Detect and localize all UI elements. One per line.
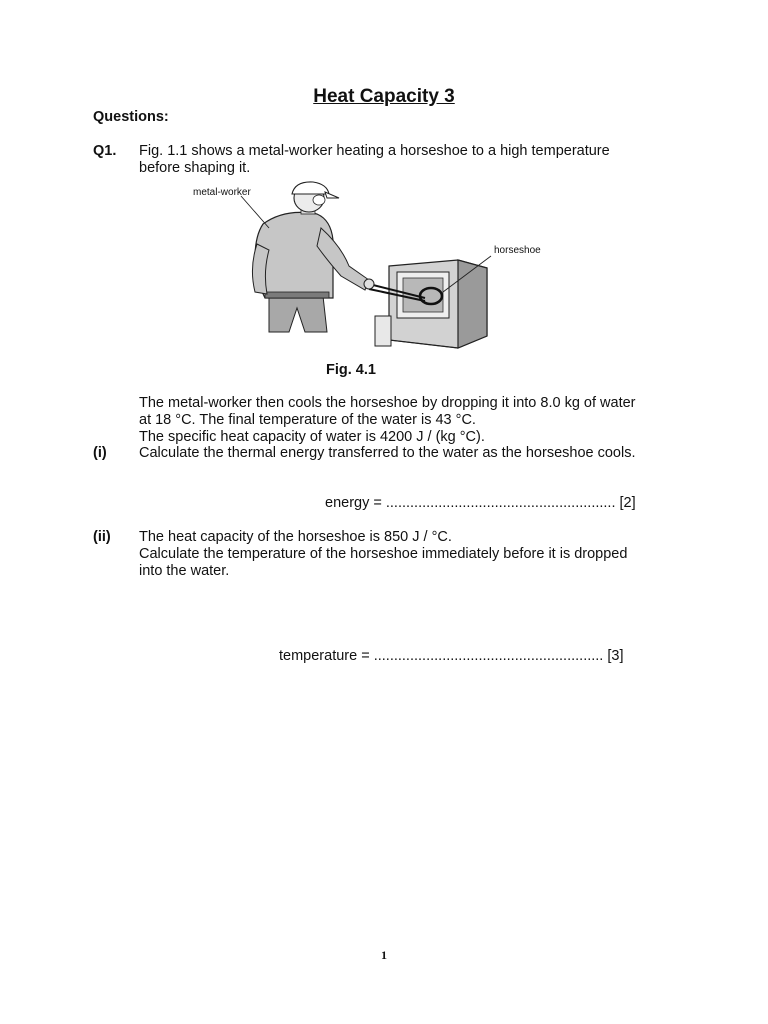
- part-i-text: Calculate the thermal energy transferred to the water as the horseshoe cools.: [139, 445, 636, 461]
- figure-caption: Fig. 4.1: [326, 362, 376, 378]
- metal-worker-figure: [193, 180, 553, 350]
- figure-label-metal-worker: metal-worker: [193, 187, 251, 198]
- metal-worker-icon: [252, 182, 374, 332]
- part-ii-line-3: into the water.: [139, 563, 230, 579]
- figure-label-horseshoe: horseshoe: [494, 245, 541, 256]
- metal-worker-illustration: [193, 180, 553, 350]
- worker-leader-line: [241, 196, 269, 228]
- question-number: Q1.: [93, 143, 117, 159]
- temperature-answer-line: temperature = ......................................................... [3]: [279, 648, 624, 664]
- question-intro-line-2: before shaping it.: [139, 160, 251, 176]
- part-i-label: (i): [93, 445, 107, 461]
- context-line-3: The specific heat capacity of water is 4200 J / (kg °C).: [139, 429, 485, 445]
- question-intro-line-1: Fig. 1.1 shows a metal-worker heating a horseshoe to a high temperature: [139, 143, 610, 159]
- questions-heading: Questions:: [93, 109, 169, 125]
- context-line-1: The metal-worker then cools the horseshoe by dropping it into 8.0 kg of water: [139, 395, 636, 411]
- context-line-2: at 18 °C. The final temperature of the water is 43 °C.: [139, 412, 476, 428]
- part-ii-line-1: The heat capacity of the horseshoe is 850 J / °C.: [139, 529, 452, 545]
- page-number: 1: [381, 948, 387, 962]
- part-ii-label: (ii): [93, 529, 111, 545]
- part-ii-line-2: Calculate the temperature of the horseshoe immediately before it is dropped: [139, 546, 628, 562]
- energy-answer-line: energy = ......................................................... [2]: [325, 495, 636, 511]
- page-title: Heat Capacity 3: [313, 86, 455, 107]
